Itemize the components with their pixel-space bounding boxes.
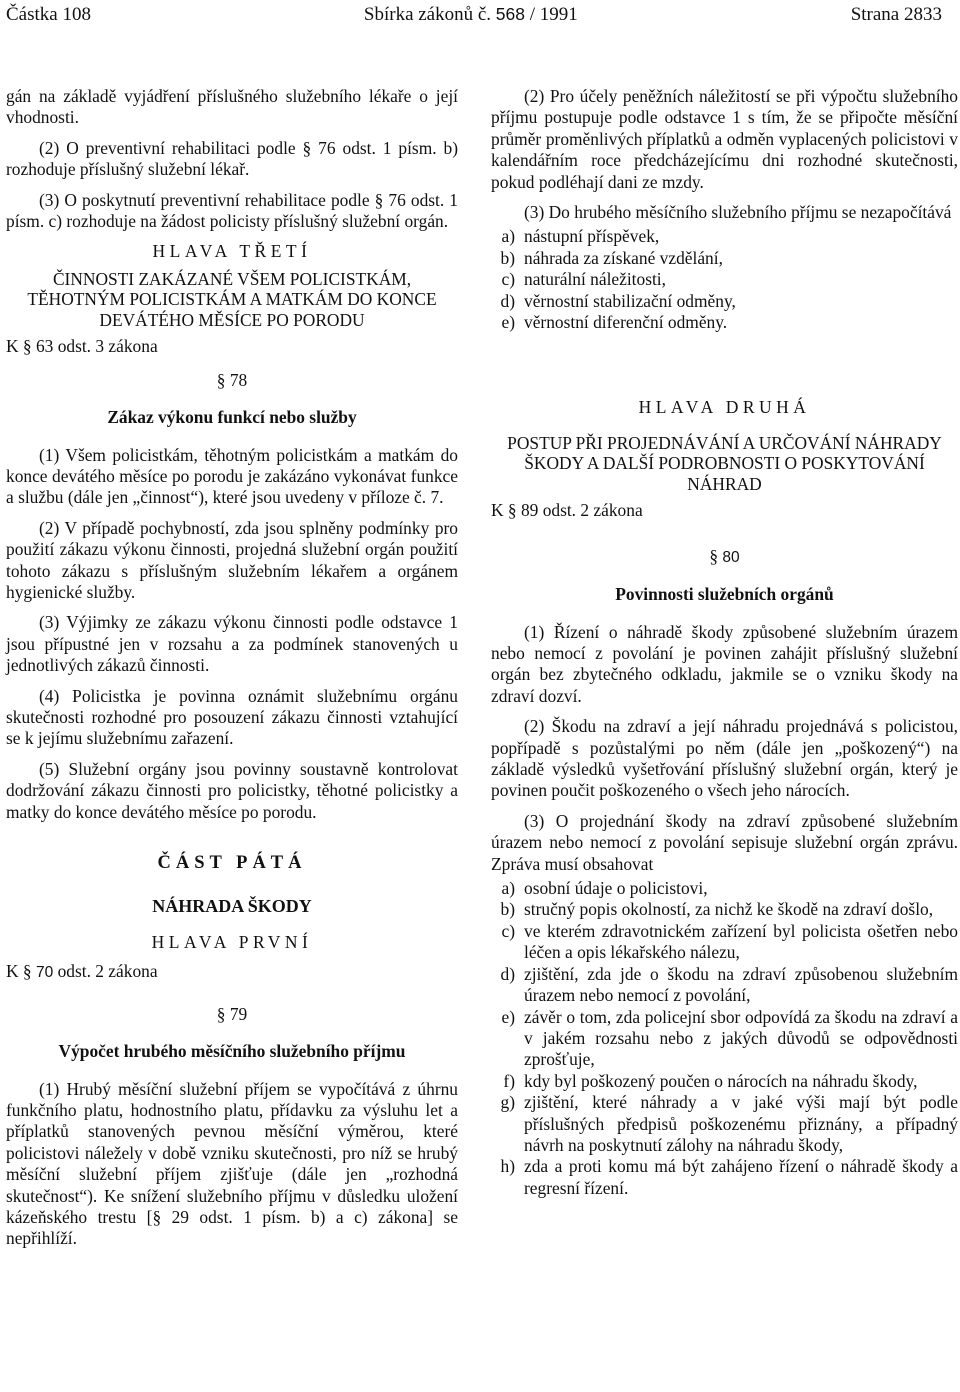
list-item-label: c) — [501, 269, 515, 290]
chapter-title-2: POSTUP PŘI PROJEDNÁVÁNÍ A URČOVÁNÍ NÁHRADY ŠKODY A DALŠÍ PODROBNOSTI O POSKYTOVÁNÍ NÁHRAD — [507, 432, 942, 494]
list-item-text: náhrada za získané vzdělání, — [524, 247, 723, 268]
section-78-title: Zákaz výkonu funkcí nebo služby — [107, 407, 357, 428]
list-item — [491, 899, 958, 920]
list-item — [491, 1156, 958, 1199]
list-item-text: zda a proti komu má být zahájeno řízení o náhradě škody a regresní řízení. — [524, 1156, 958, 1198]
list-item-label: d) — [500, 290, 515, 311]
list-item-label: e) — [501, 1006, 515, 1027]
rehab-paragraph-3: (3) O poskytnutí preventivní rehabilitace podle § 76 odst. 1 písm. c) rozhoduje na žádost policisty příslušný služební orgán. — [6, 189, 458, 232]
list-item-text: závěr o tom, zda policejní sbor odpovídá za škodu na zdraví a v jakém rozsahu nebo z jakých důvodů se odpovědnosti zprošťuje, — [524, 1006, 958, 1070]
section-78-number — [6, 370, 458, 391]
section-sign: § — [216, 369, 226, 390]
section-number: 78 — [229, 369, 248, 390]
list-item-label: h) — [500, 1156, 515, 1177]
header-year: / 1991 — [529, 4, 578, 25]
section-sign: § — [216, 1003, 226, 1024]
section-80-item-list — [491, 878, 958, 1199]
list-item-label: a) — [501, 226, 515, 247]
part-heading-5: ČÁST PÁTÁ — [157, 853, 307, 874]
section-78-paragraph-2: (2) V případě pochybností, zda jsou splněny podmínky pro použití zákazu výkonu činnosti, projedná služební orgán použití tohoto zákazu s příslušným služebním lékařem a orgánem hygienické služby. — [6, 517, 458, 602]
section-80-title: Povinnosti služebních orgánů — [615, 584, 834, 605]
list-item-label: c) — [501, 920, 515, 941]
part-title-5: NÁHRADA ŠKODY — [152, 896, 312, 917]
section-78-paragraph-5: (5) Služební orgány jsou povinny soustavně kontrolovat dodržování zákazu činnosti pro policistky, těhotné policistky a matky do konce devátého měsíce po porodu. — [6, 758, 458, 822]
list-item — [491, 226, 958, 247]
continued-paragraph: gán na základě vyjádření příslušného služebního lékaře o její vhodnosti. — [6, 86, 458, 128]
header-issue: Částka 108 — [6, 4, 91, 25]
law-reference-63: K § 63 odst. 3 zákona — [6, 336, 158, 357]
chapter-title-3: ČINNOSTI ZAKÁZANÉ VŠEM POLICISTKÁM, TĚHOTNÝM POLICISTKÁM A MATKÁM DO KONCE DEVÁTÉHO MĚSÍCE PO PORODU — [27, 268, 437, 330]
list-item — [491, 878, 958, 899]
list-item — [491, 921, 958, 964]
law-reference-70 — [6, 961, 458, 983]
list-item — [491, 1092, 958, 1156]
header-page: Strana 2833 — [850, 4, 942, 25]
section-number: 80 — [722, 548, 740, 566]
law-reference-70-suffix: odst. 2 zákona — [57, 961, 158, 982]
section-number: 79 — [229, 1003, 248, 1024]
list-item-label: b) — [500, 899, 515, 920]
list-item-text: stručný popis okolností, za nichž ke škodě na zdraví došlo, — [524, 899, 934, 920]
left-column — [6, 86, 458, 1259]
header-collection — [364, 4, 578, 26]
list-item — [491, 964, 958, 1007]
list-item-text: zjištění, které náhrady a v jaké výši mají být podle příslušných předpisů poškozenému přiznány, a případný návrh na poskytnutí zálohy na náhradu škody, — [524, 1092, 958, 1155]
list-item-text: věrnostní stabilizační odměny, — [524, 290, 736, 311]
section-sign: § — [709, 545, 719, 566]
list-item-text: kdy byl poškozený poučen o nárocích na náhradu škody, — [524, 1070, 918, 1091]
list-item — [491, 1007, 958, 1071]
header-law-number: 568 — [495, 4, 525, 24]
list-item — [491, 291, 958, 312]
chapter-heading-3: HLAVA TŘETÍ — [152, 241, 312, 262]
rehab-paragraph-2: (2) O preventivní rehabilitaci podle § 76 odst. 1 písm. b) rozhoduje příslušný služební lékař. — [6, 137, 458, 180]
section-79-number — [6, 1004, 458, 1025]
list-item-text: věrnostní diferenční odměny. — [524, 312, 728, 333]
section-80-number — [491, 546, 958, 568]
section-80-paragraph-2: (2) Škodu na zdraví a její náhradu projednává s policistou, popřípadě s pozůstalými po něm (dále jen „poškozený“) na základě výsledků vyšetřování příslušný služební orgán, který je povinen poučit poškozeného o všech jeho nárocích. — [491, 716, 958, 801]
page-header — [6, 4, 942, 28]
list-item — [491, 248, 958, 269]
section-79-paragraph-3: (3) Do hrubého měsíčního služebního příjmu se nezapočítává — [524, 202, 952, 223]
section-79-paragraph-1: (1) Hrubý měsíční služební příjem se vypočítává z úhrnu funkčního platu, hodnostního platu, přídavku za výsluhu let a příplatků stanovených pevnou měsíční výměrou, které policistovi náležely v době vzniku skutečnosti, pro níž se hrubý měsíční služební příjem zjišťuje (dále jen „rozhodná skutečnost“). Ke snížení služebního příjmu v důsledku uložení kázeňského trestu [§ 29 odst. 1 písm. b) a c) zákona] se nepřihlíží. — [6, 1078, 458, 1249]
section-79-paragraph-2: (2) Pro účely peněžních náležitostí se při výpočtu služebního příjmu postupuje podle odstavce 1 s tím, že se připočte měsíční průměr proměnlivých příplatků a odměn vyplacených policistovi v kalendářním roce předcházejícímu dni rozhodné skutečnosti, pokud podléhají dani ze mzdy. — [491, 86, 958, 192]
list-item-label: e) — [501, 312, 515, 333]
list-item-label: d) — [500, 963, 515, 984]
section-79-item-list — [491, 226, 958, 333]
list-item — [491, 1071, 958, 1092]
law-reference-70-prefix: K § — [6, 961, 32, 982]
list-item-text: osobní údaje o policistovi, — [524, 878, 708, 899]
list-item-label: b) — [500, 247, 515, 268]
list-item-text: naturální náležitosti, — [524, 269, 666, 290]
section-80-paragraph-1: (1) Řízení o náhradě škody způsobené služebním úrazem nebo nemocí z povolání je povinen zahájit příslušný služební orgán bez zbytečného odkladu, jakmile se o vzniku škody na zdraví dozví. — [491, 621, 958, 706]
law-reference-70-number: 70 — [35, 964, 54, 982]
list-item — [491, 312, 958, 333]
section-78-paragraph-3: (3) Výjimky ze zákazu výkonu činnosti podle odstavce 1 jsou přípustné jen v rozsahu a za podmínek stanovených u jednotlivých zákazů činnosti. — [6, 612, 458, 676]
list-item-text: ve kterém zdravotnickém zařízení byl policista ošetřen nebo léčen a opis lékařského nálezu, — [524, 920, 958, 963]
list-item-label: a) — [501, 878, 515, 899]
right-column — [491, 86, 958, 1205]
header-collection-prefix: Sbírka zákonů č. — [363, 4, 492, 25]
section-79-title: Výpočet hrubého měsíčního služebního příjmu — [58, 1041, 406, 1062]
list-item-label: f) — [503, 1070, 515, 1091]
section-80-paragraph-3: (3) O projednání škody na zdraví způsobené služebním úrazem nebo nemocí z povolání sepisuje služební orgán zprávu. Zpráva musí obsahovat — [491, 810, 958, 874]
section-78-paragraph-4: (4) Policistka je povinna oznámit služebnímu orgánu skutečnosti rozhodné pro posouzení zákazu činnosti vztahující se k jejímu služebnímu zařazení. — [6, 685, 458, 749]
list-item-text: nástupní příspěvek, — [524, 226, 660, 247]
list-item-text: zjištění, zda jde o škodu na zdraví způsobenou služebním úrazem nebo nemocí z povolání, — [524, 963, 958, 1006]
section-78-paragraph-1: (1) Všem policistkám, těhotným policistkám a matkám do konce devátého měsíce po porodu je zakázáno vykonávat funkce a službu (dále jen „činnost“), které jsou uvedeny v příloze č. 7. — [6, 444, 458, 508]
chapter-heading-2: HLAVA DRUHÁ — [638, 397, 811, 418]
law-reference-89: K § 89 odst. 2 zákona — [491, 500, 643, 521]
list-item — [491, 269, 958, 290]
list-item-label: g) — [500, 1092, 515, 1113]
chapter-heading-1: HLAVA PRVNÍ — [151, 931, 313, 952]
